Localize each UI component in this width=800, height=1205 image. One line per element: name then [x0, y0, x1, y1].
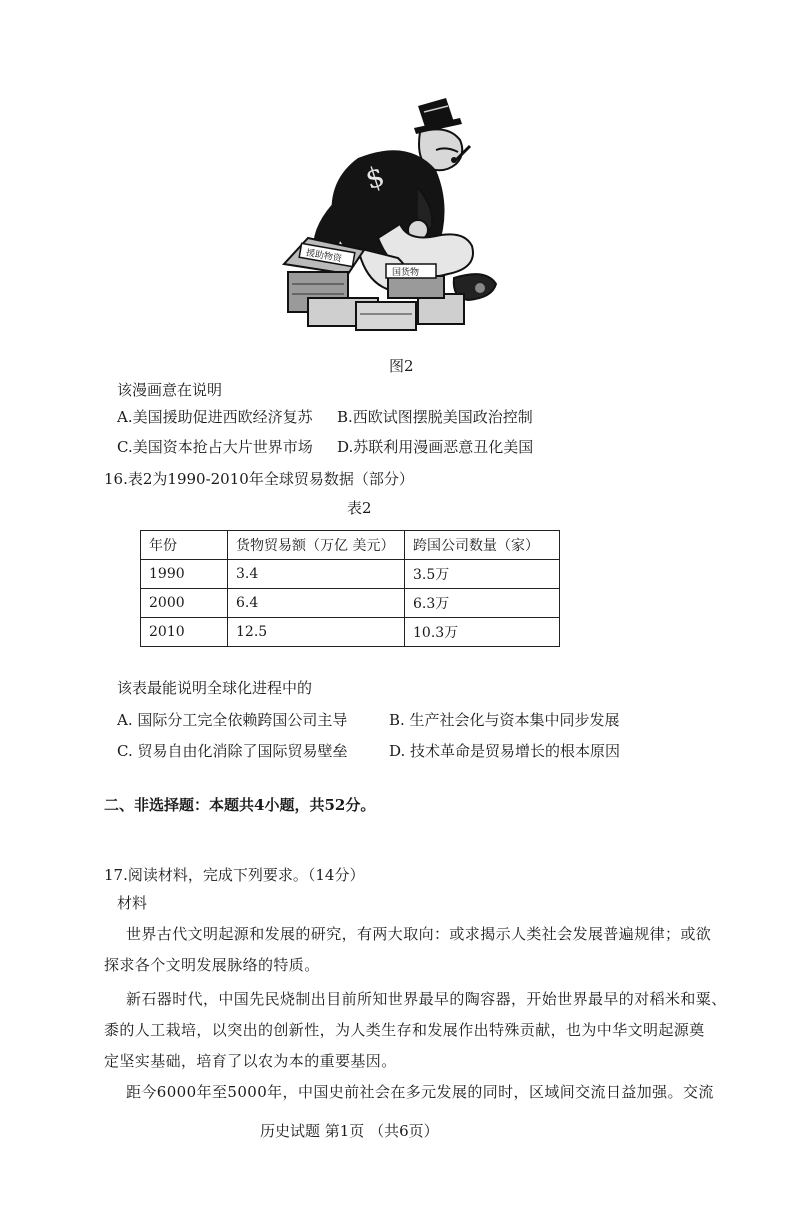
table-row [141, 589, 560, 618]
q16-option-b: B. 生产社会化与资本集中同步发展 [389, 711, 620, 729]
passage-line: 距今6000年至5000年，中国史前社会在多元发展的同时，区域间交流日益加强。交流 [126, 1083, 714, 1101]
table-cell: 1990 [141, 560, 228, 589]
passage-line: 黍的人工栽培，以突出的创新性，为人类生存和发展作出特殊贡献，也为中华文明起源奠 [104, 1021, 705, 1039]
trade-data-table [140, 530, 560, 647]
sign-label-1: 援助物资 [305, 248, 343, 265]
section-heading: 二、非选择题：本题共4小题，共52分。 [104, 796, 376, 814]
material-label: 材料 [117, 894, 148, 912]
table-header-row [141, 531, 560, 560]
table-cell: 12.5 [228, 618, 405, 647]
passage-line: 新石器时代，中国先民烧制出目前所知世界最早的陶容器，开始世界最早的对稻米和粟、 [126, 990, 727, 1008]
q16-stem: 16.表2为1990-2010年全球贸易数据（部分） [104, 470, 414, 488]
sign-label-2: 国货物 [392, 268, 420, 278]
table-cell: 2000 [141, 589, 228, 618]
q16-option-d: D. 技术革命是贸易增长的根本原因 [389, 742, 621, 760]
header-company-count: 跨国公司数量（家） [405, 531, 560, 560]
passage-line: 世界古代文明起源和发展的研究，有两大取向：或求揭示人类社会发展普遍规律；或欲 [126, 925, 712, 943]
table-row [141, 618, 560, 647]
q15-option-d: D.苏联利用漫画恶意丑化美国 [337, 438, 534, 456]
table-cell: 10.3万 [405, 618, 560, 647]
table-cell: 3.5万 [405, 560, 560, 589]
figure-caption: 图2 [389, 357, 414, 375]
q16-question: 该表最能说明全球化进程中的 [117, 679, 313, 697]
q16-option-c: C. 贸易自由化消除了国际贸易壁垒 [117, 742, 348, 760]
header-year: 年份 [141, 531, 228, 560]
table-cell: 6.4 [228, 589, 405, 618]
dollar-sign: $ [361, 159, 389, 197]
q15-option-c: C.美国资本抢占大片世界市场 [117, 438, 313, 456]
q15-stem: 该漫画意在说明 [117, 381, 223, 399]
table-cell: 3.4 [228, 560, 405, 589]
table-cell: 6.3万 [405, 589, 560, 618]
table-row [141, 560, 560, 589]
header-trade-volume: 货物贸易额（万亿 美元） [228, 531, 405, 560]
cartoon-illustration [268, 88, 508, 338]
q17-stem: 17.阅读材料，完成下列要求。（14分） [104, 866, 365, 884]
table-title: 表2 [347, 499, 372, 517]
q15-option-b: B.西欧试图摆脱美国政治控制 [337, 408, 533, 426]
page-footer: 历史试题 第1页 （共6页） [260, 1122, 439, 1140]
passage-line: 定坚实基础，培育了以农为本的重要基因。 [104, 1052, 397, 1070]
passage-line: 探求各个文明发展脉络的特质。 [104, 956, 320, 974]
table-cell: 2010 [141, 618, 228, 647]
q15-option-a: A.美国援助促进西欧经济复苏 [117, 408, 313, 426]
q16-option-a: A. 国际分工完全依赖跨国公司主导 [117, 711, 348, 729]
